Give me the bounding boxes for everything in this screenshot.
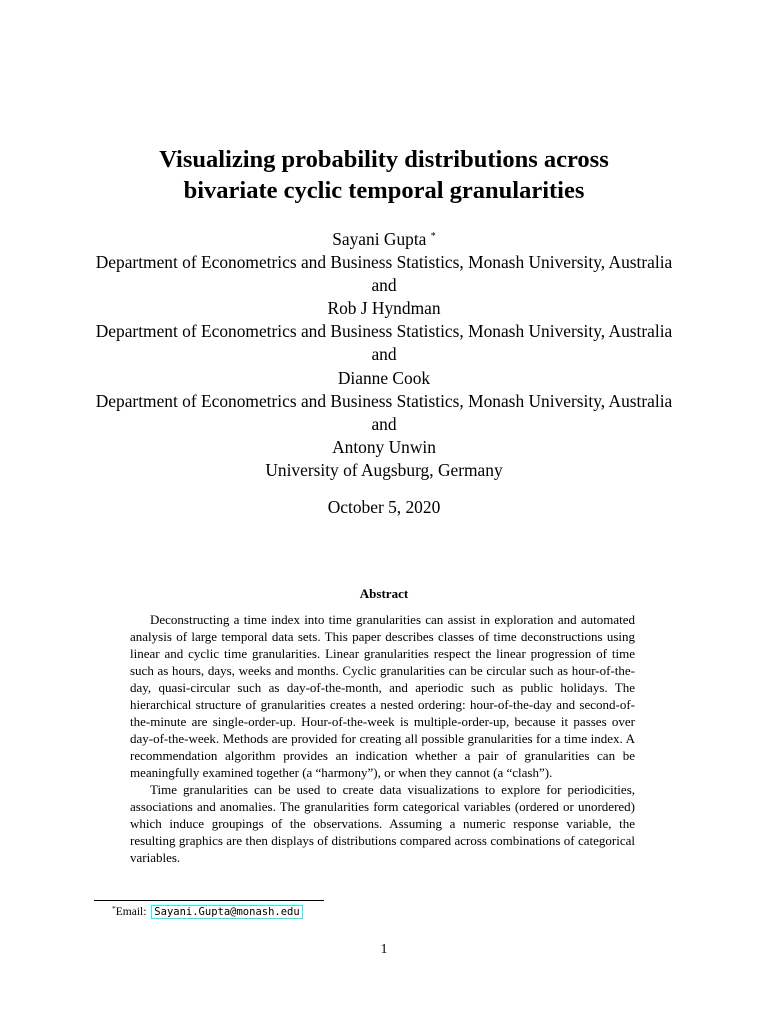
author-name: Antony Unwin [332, 436, 436, 457]
footnote-marker: * [112, 904, 116, 913]
author-separator: and [371, 344, 397, 365]
footnote-label: Email: [115, 906, 147, 918]
abstract-paragraph: Time granularities can be used to create data visualizations to explore for periodicities, associations and anomalies. The granularities form categorical variables (ordered or unordered) which induce groupings of the observations. Assuming a numeric response variable, the resulting graphics are then displays of distributions compared across combinations of categorical variables. [130, 782, 635, 865]
page-number: 1 [380, 941, 388, 956]
paper-date: October 5, 2020 [327, 497, 441, 517]
abstract-heading: Abstract [359, 586, 409, 601]
title-line: Visualizing probability distributions across [159, 146, 609, 173]
abstract-body [130, 611, 635, 866]
email-link[interactable]: Sayani.Gupta@monash.edu [151, 905, 302, 919]
author-affiliation: Department of Econometrics and Business Statistics, Monash University, Australia [95, 252, 673, 273]
footnote-marker: * [430, 231, 436, 242]
author-affiliation: Department of Econometrics and Business Statistics, Monash University, Australia [95, 390, 673, 411]
author-line [0, 228, 768, 251]
author-affiliation: University of Augsburg, Germany [265, 459, 503, 480]
author-separator: and [371, 413, 397, 434]
abstract-paragraph: Deconstructing a time index into time granularities can assist in exploration and automated analysis of large temporal data sets. This paper describes classes of time deconstructions using linear and cyclic time granularities. Linear granularities respect the linear progression of time such as hours, days, weeks and months. Cyclic granularities can be circular such as hour-of-the-day, quasi-circular such as day-of-the-month, and aperiodic such as public holidays. The hierarchical structure of granularities creates a nested ordering: hour-of-the-day and second-of-the-minute are single-order-up. Hour-of-the-week is multiple-order-up, because it passes over day-of-the-week. Methods are provided for creating all possible granularities for a time index. A recommendation algorithm provides an indication whether a pair of granularities can be meaningfully examined together (a “harmony”), or when they cannot (a “clash”). [130, 612, 635, 780]
author-name: Sayani Gupta [332, 229, 427, 249]
author-block [0, 228, 768, 482]
title-line: bivariate cyclic temporal granularities [183, 177, 585, 204]
author-affiliation: Department of Econometrics and Business Statistics, Monash University, Australia [95, 321, 673, 342]
footnote [112, 904, 303, 920]
paper-title [0, 144, 768, 206]
author-name: Rob J Hyndman [327, 298, 441, 319]
author-name: Dianne Cook [337, 367, 431, 388]
author-separator: and [371, 275, 397, 296]
footnote-divider [94, 900, 324, 901]
